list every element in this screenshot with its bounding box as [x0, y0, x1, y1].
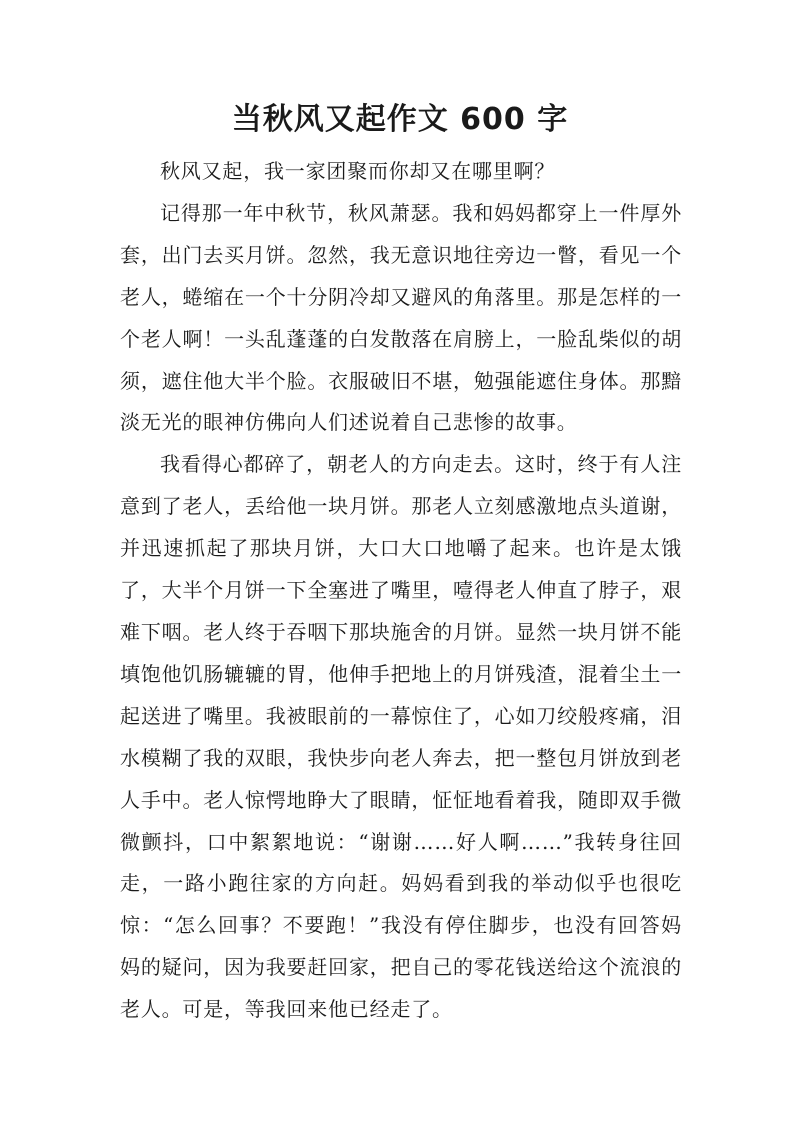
document-title: 当秋风又起作文 600 字 [231, 102, 569, 137]
paragraph-3: 我看得心都碎了，朝老人的方向走去。这时，终于有人注意到了老人，丢给他一块月饼。那老人立刻感激地点头道谢，并迅速抓起了那块月饼，大口大口地嚼了起来。也许是太饿了，大半个月饼一下全塞进了嘴里，噎得老人伸直了脖子，艰难下咽。老人终于吞咽下那块施舍的月饼。显然一块月饼不能填饱他饥肠辘辘的胃，他伸手把地上的月饼残渣，混着尘土一起送进了嘴里。我被眼前的一幕惊住了，心如刀绞般疼痛，泪水模糊了我的双眼，我快步向老人奔去，把一整包月饼放到老人手中。老人惊愕地睁大了眼睛，怔怔地看着我，随即双手微微颤抖，口中絮絮地说：“谢谢……好人啊……”我转身往回走，一路小跑往家的方向赶。妈妈看到我的举动似乎也很吃惊：“怎么回事？不要跑！”我没有停住脚步，也没有回答妈妈的疑问，因为我要赶回家，把自己的零花钱送给这个流浪的老人。可是，等我回来他已经走了。 [120, 452, 682, 1022]
document-body [120, 151, 682, 1031]
paragraph-1: 秋风又起，我一家团聚而你却又在哪里啊？ [160, 159, 556, 183]
paragraph-2: 记得那一年中秋节，秋风萧瑟。我和妈妈都穿上一件厚外套，出门去买月饼。忽然，我无意识地往旁边一瞥，看见一个老人，蜷缩在一个十分阴冷却又避风的角落里。那是怎样的一个老人啊！一头乱蓬蓬的白发散落在肩膀上，一脸乱柴似的胡须，遮住他大半个脸。衣服破旧不堪，勉强能遮住身体。那黯淡无光的眼神仿佛向人们述说着自己悲惨的故事。 [120, 200, 682, 435]
